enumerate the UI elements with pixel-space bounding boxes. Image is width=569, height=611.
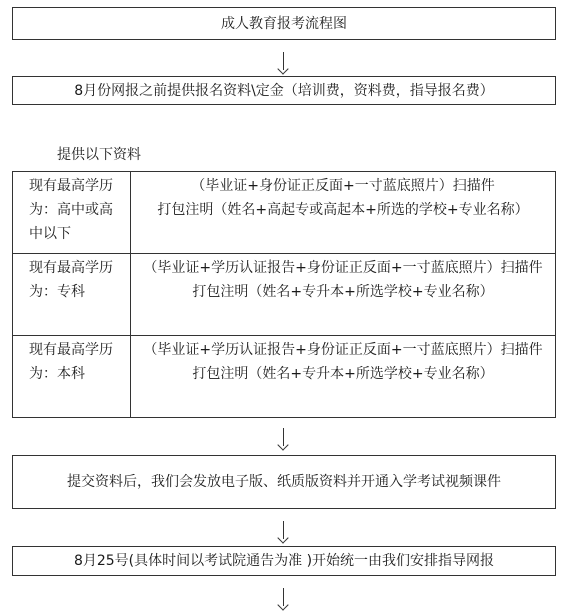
table-row <box>13 254 556 336</box>
materials-line: （毕业证+学历认证报告+身份证正反面+一寸蓝底照片）扫描件 <box>143 342 543 358</box>
education-cell: 现有最高学历为：专科 <box>13 254 131 336</box>
step-1-text: 8月份网报之前提供报名资料\定金（培训费，资料费，指导报名费） <box>74 82 494 99</box>
education-cell: 现有最高学历为：高中或高中以下 <box>13 172 131 254</box>
step-3-box <box>12 546 556 576</box>
education-cell: 现有最高学历为：本科 <box>13 336 131 418</box>
arrow-down-icon <box>276 52 292 74</box>
arrow-down-icon <box>276 521 292 543</box>
table-row <box>13 336 556 418</box>
flow-title-box <box>12 7 556 40</box>
packaging-note: 打包注明（姓名+专升本+所选学校+专业名称） <box>192 284 494 300</box>
arrow-down-icon <box>276 588 292 610</box>
materials-cell <box>131 172 556 254</box>
packaging-note: 打包注明（姓名+高起专或高起本+所选的学校+专业名称） <box>157 202 529 218</box>
requirements-table <box>12 171 556 418</box>
flow-title: 成人教育报考流程图 <box>221 15 347 32</box>
step-2-text: 提交资料后，我们会发放电子版、纸质版资料并开通入学考试视频课件 <box>67 474 501 490</box>
materials-cell <box>131 254 556 336</box>
step-2-box <box>12 455 556 509</box>
table-row <box>13 172 556 254</box>
materials-line: （毕业证+身份证正反面+一寸蓝底照片）扫描件 <box>191 178 495 194</box>
materials-cell <box>131 336 556 418</box>
arrow-down-icon <box>276 428 292 450</box>
section-label: 提供以下资料 <box>57 147 141 163</box>
materials-line: （毕业证+学历认证报告+身份证正反面+一寸蓝底照片）扫描件 <box>143 260 543 276</box>
step-3-text: 8月25号(具体时间以考试院通告为准 )开始统一由我们安排指导网报 <box>73 553 495 569</box>
packaging-note: 打包注明（姓名+专升本+所选学校+专业名称） <box>192 366 494 382</box>
step-1-box <box>12 76 556 105</box>
